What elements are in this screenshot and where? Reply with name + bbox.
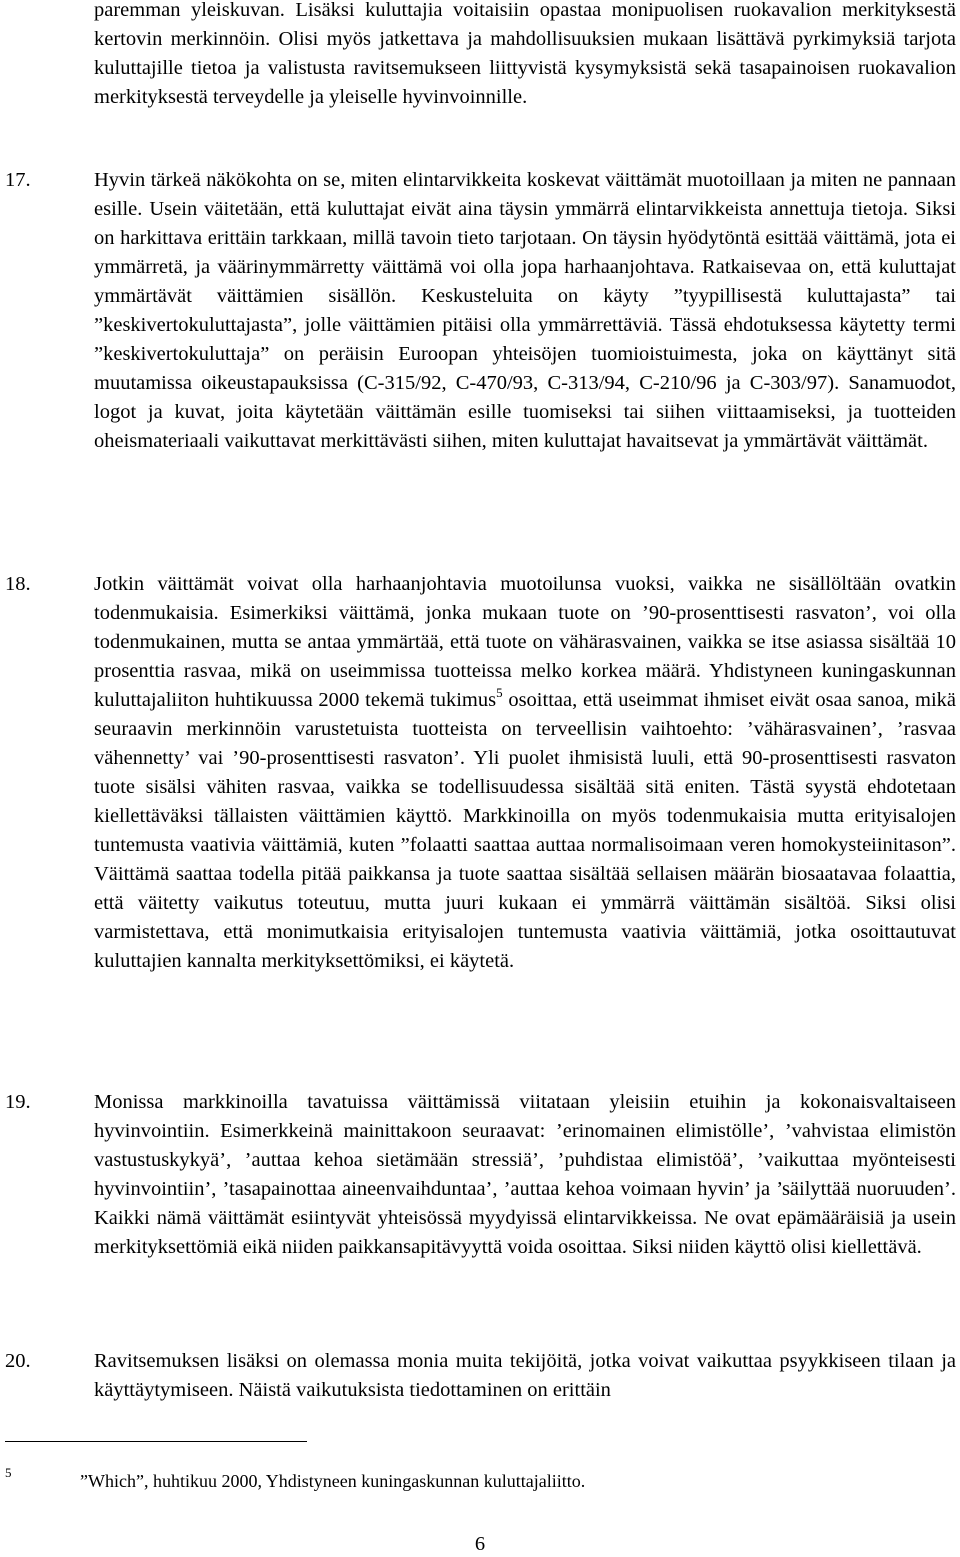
paragraph-number-18: 18. xyxy=(5,573,31,595)
paragraph-18-text-a: Jotkin väittämät voivat olla harhaanjohtavia muotoilunsa vuoksi, vaikka ne sisällöltään ovatkin todenmukaisia. Esimerkiksi väittämä, jonka mukaan tuote on ’90-prosenttisesti rasvaton’, voi olla todenmukainen, mutta se antaa ymmärtää, että tuote on vähärasvainen, vaikka se itse asiassa sisältää 10 prosenttia rasvaa, mikä on useimmissa tuotteissa melko korkea määrä. Yhdistyneen kuningaskunnan kuluttajaliiton huhtikuussa 2000 tekemä tukimus xyxy=(94,573,956,711)
page-number: 6 xyxy=(474,1533,486,1555)
paragraph-17: Hyvin tärkeä näkökohta on se, miten elintarvikkeita koskevat väittämät muotoillaan ja miten ne pannaan esille. Usein väitetään, että kuluttajat eivät aina täysin ymmärrä elintarvikkeista annettuja tietoja. Siksi on harkittava erittäin tarkkaan, millä tavoin tieto tarjotaan. On täysin hyödytöntä esittää väittämä, jota ei ymmärretä, ja väärinymmärretty väittämä voi olla jopa harhaanjohtava. Ratkaisevaa on, että kuluttajat ymmärtävät väittämien sisällön. Keskusteluita on käyty ”tyypillisestä kuluttajasta” tai ”keskivertokuluttajasta”, jolle väittämien pitäisi olla ymmärrettäviä. Tässä ehdotuksessa käytetty termi ”keskivertokuluttaja” on peräisin Euroopan yhteisöjen tuomioistuimesta, joka on käyttänyt sitä muutamissa oikeustapauksissa (C-315/92, C-470/93, C-313/94, C-210/96 ja C-303/97). Sanamuodot, logot ja kuvat, joita käytetään väittämän esille tuomiseksi tai siihen viittaamiseksi, ja tuotteiden oheismateriaali vaikuttavat merkittävästi siihen, miten kuluttajat havaitsevat ja ymmärtävät väittämät. xyxy=(94,169,956,452)
paragraph-20: Ravitsemuksen lisäksi on olemassa monia muita tekijöitä, jotka voivat vaikuttaa psyykkiseen tilaan ja käyttäytymiseen. Näistä vaikutuksista tiedottaminen on erittäin xyxy=(94,1350,956,1401)
paragraph-intro: paremman yleiskuvan. Lisäksi kuluttajia voitaisiin opastaa monipuolisen ruokavalion merkityksestä kertovin merkinnöin. Olisi myös jatkettava ja mahdollisuuksien mukaan lisättävä pyrkimyksiä tarjota kuluttajille tietoa ja valistusta ravitsemukseen liittyvistä kysymyksistä sekä tasapainoisen ruokavalion merkityksestä terveydelle ja yleiselle hyvinvoinnille. xyxy=(94,0,956,108)
paragraph-18-text-b: osoittaa, että useimmat ihmiset eivät osaa sanoa, mikä seuraavin merkinnöin varustetuista tuotteista on terveellisin vaihtoehto: ’vähärasvainen’, ’rasvaa vähennetty’ vai ’90-prosenttisesti rasvaton’. Yli puolet ihmisistä luuli, että 90-prosenttisesti rasvaton tuote sisälsi vähiten rasvaa, vaikka se todellisuudessa sisältää sitä eniten. Tästä syystä ehdotetaan kiellettäväksi tällaisten väittämien käyttö. Markkinoilla on myös todenmukaisia mutta erityisalojen tuntemusta vaativia väittämiä, kuten ”folaatti saattaa auttaa normalisoimaan veren homokysteiinitason”. Väittämä saattaa todella pitää paikkansa ja tuote saattaa sisältää sellaisen määrän biosaatavaa folaattia, että väitetty vaikutus toteutuu, mutta juuri kukaan ei ymmärrä väittämän sisältöä. Siksi olisi varmistettava, että monimutkaisia erityisalojen tuntemusta vaativia väittämiä, jotka osoittautuvat kuluttajien kannalta merkityksettömiksi, ei käytetä. xyxy=(94,689,956,972)
footnote-text: ”Which”, huhtikuu 2000, Yhdistyneen kuningaskunnan kuluttajaliitto. xyxy=(80,1471,586,1491)
paragraph-number-17: 17. xyxy=(5,169,31,191)
footnote-reference: 5 xyxy=(496,685,503,700)
footnote-mark: 5 xyxy=(5,1465,12,1480)
paragraph-19: Monissa markkinoilla tavatuissa väittämissä viitataan yleisiin etuihin ja kokonaisvaltaiseen hyvinvointiin. Esimerkkeinä mainittakoon seuraavat: ’erinomainen elimistölle’, ’vahvistaa elimistön vastustuskykyä’, ’auttaa kehoa sietämään stressiä’, ’puhdistaa elimistöä’, ’vaikuttaa myönteisesti hyvinvointiin’, ’tasapainottaa aineenvaihduntaa’, ’auttaa kehoa voimaan hyvin’ ja ’säilyttää nuoruuden’. Kaikki nämä väittämät esiintyvät yhteisössä myydyissä elintarvikkeissa. Ne ovat epämääräisiä ja usein merkityksettömiä eikä niiden paikkansapitävyyttä voida osoittaa. Siksi niiden käyttö olisi kiellettävä. xyxy=(94,1091,956,1258)
footnote-divider xyxy=(5,1441,307,1442)
paragraph-number-20: 20. xyxy=(5,1350,31,1372)
paragraph-number-19: 19. xyxy=(5,1091,31,1113)
paragraph-18 xyxy=(94,570,956,976)
